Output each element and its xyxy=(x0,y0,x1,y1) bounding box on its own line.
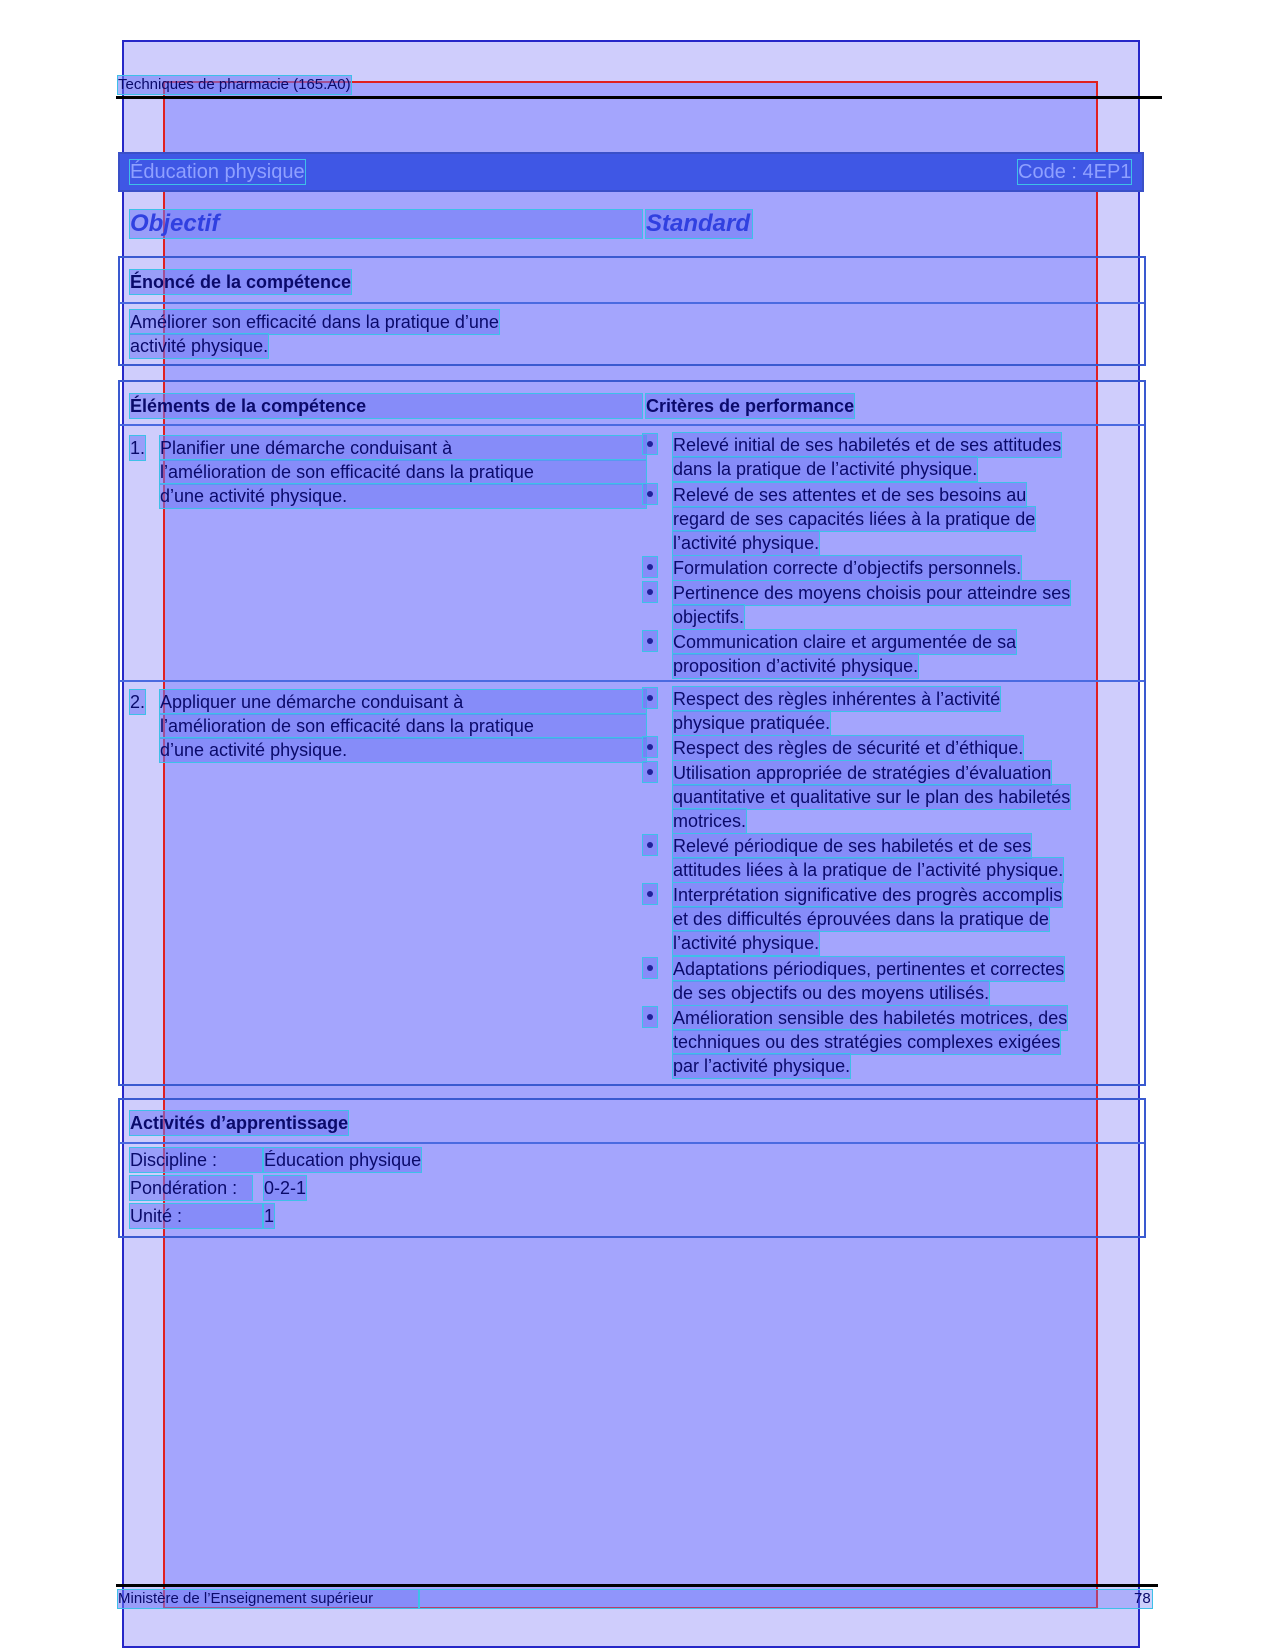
bullet-dot xyxy=(647,589,653,595)
bullet-dot xyxy=(647,1014,653,1020)
element-line: d’une activité physique. xyxy=(160,484,646,508)
criterion-line: quantitative et qualitative sur le plan des habiletés xyxy=(673,787,1071,807)
criterion-line: motrices. xyxy=(673,811,747,831)
page-header: Techniques de pharmacie (165.A0) xyxy=(118,76,351,93)
bullet-dot xyxy=(647,638,653,644)
bullet-icon xyxy=(643,484,657,504)
element-number: 2. xyxy=(130,692,146,712)
page-number: 78 xyxy=(1134,1590,1151,1607)
criteria-heading: Critères de performance xyxy=(646,396,855,416)
course-code: Code : 4EP1 xyxy=(1018,161,1132,183)
footer-rule xyxy=(116,1584,1158,1587)
bullet-dot xyxy=(647,695,653,701)
criterion-line: attitudes liées à la pratique de l’activité physique. xyxy=(673,860,1064,880)
element-line: l’amélioration de son efficacité dans la pratique xyxy=(160,714,646,738)
element-number: 1. xyxy=(130,438,146,458)
elements-header-divider xyxy=(120,424,1144,426)
criterion-line: objectifs. xyxy=(673,607,745,627)
footer-band xyxy=(420,1590,1152,1608)
criterion-line: Relevé de ses attentes et de ses besoins au xyxy=(673,485,1027,505)
criterion-line: l’activité physique. xyxy=(673,933,820,953)
discipline-value: Éducation physique xyxy=(264,1150,422,1170)
bullet-icon xyxy=(643,884,657,904)
criterion-line: Amélioration sensible des habiletés motrices, des xyxy=(673,1008,1068,1028)
unite-value: 1 xyxy=(264,1206,275,1226)
criterion-line: dans la pratique de l’activité physique. xyxy=(673,459,978,479)
criterion-line: Respect des règles inhérentes à l’activité xyxy=(673,689,1001,709)
element-line: Appliquer une démarche conduisant à xyxy=(160,690,646,714)
bullet-icon xyxy=(643,434,657,454)
header-rule xyxy=(116,96,1162,99)
criterion-line: Interprétation significative des progrès accomplis xyxy=(673,885,1063,905)
criterion-line: Adaptations périodiques, pertinentes et correctes xyxy=(673,959,1065,979)
criterion-line: Utilisation appropriée de stratégies d’évaluation xyxy=(673,763,1052,783)
bullet-icon xyxy=(643,762,657,782)
bullet-icon xyxy=(643,557,657,577)
elements-heading: Éléments de la compétence xyxy=(130,394,642,418)
bullet-dot xyxy=(647,842,653,848)
competence-heading: Énoncé de la compétence xyxy=(130,272,352,292)
criterion-line: Formulation correcte d’objectifs personnels. xyxy=(673,558,1022,578)
bullet-dot xyxy=(647,891,653,897)
competence-text-line: activité physique. xyxy=(130,336,269,356)
ponderation-label: Pondération : xyxy=(130,1176,252,1200)
bullet-icon xyxy=(643,688,657,708)
criterion-line: par l’activité physique. xyxy=(673,1056,851,1076)
criterion-line: techniques ou des stratégies complexes exigées xyxy=(673,1032,1061,1052)
bullet-dot xyxy=(647,744,653,750)
element-line: d’une activité physique. xyxy=(160,738,646,762)
section-title: Éducation physique xyxy=(130,161,305,183)
standard-heading: Standard xyxy=(646,210,751,237)
criterion-line: Relevé initial de ses habiletés et de ses attitudes xyxy=(673,435,1062,455)
objective-heading: Objectif xyxy=(130,210,642,238)
criterion-line: et des difficultés éprouvées dans la pratique de xyxy=(673,909,1049,929)
competence-text-line: Améliorer son efficacité dans la pratique d’une xyxy=(130,312,499,332)
criterion-line: proposition d’activité physique. xyxy=(673,656,919,676)
bullet-icon xyxy=(643,835,657,855)
criterion-line: Communication claire et argumentée de sa xyxy=(673,632,1017,652)
elements-row-divider xyxy=(120,680,1144,682)
discipline-label: Discipline : xyxy=(130,1148,262,1172)
element-line: l’amélioration de son efficacité dans la pratique xyxy=(160,460,646,484)
bullet-icon xyxy=(643,1007,657,1027)
criterion-line: physique pratiquée. xyxy=(673,713,831,733)
bullet-dot xyxy=(647,441,653,447)
bullet-icon xyxy=(643,737,657,757)
competence-divider xyxy=(120,302,1144,304)
bullet-icon xyxy=(643,582,657,602)
criterion-line: Pertinence des moyens choisis pour atteindre ses xyxy=(673,583,1071,603)
bullet-dot xyxy=(647,769,653,775)
footer-text: Ministère de l’Enseignement supérieur xyxy=(118,1590,418,1608)
bullet-dot xyxy=(647,965,653,971)
ponderation-value: 0-2-1 xyxy=(264,1178,307,1198)
learning-divider xyxy=(120,1142,1144,1144)
bullet-icon xyxy=(643,958,657,978)
criterion-line: de ses objectifs ou des moyens utilisés. xyxy=(673,983,990,1003)
criterion-line: Respect des règles de sécurité et d’éthique. xyxy=(673,738,1024,758)
criterion-line: l’activité physique. xyxy=(673,533,820,553)
bullet-dot xyxy=(647,564,653,570)
unite-label: Unité : xyxy=(130,1204,262,1228)
element-line: Planifier une démarche conduisant à xyxy=(160,436,646,460)
criterion-line: Relevé périodique de ses habiletés et de ses xyxy=(673,836,1032,856)
criterion-line: regard de ses capacités liées à la pratique de xyxy=(673,509,1036,529)
bullet-dot xyxy=(647,491,653,497)
bullet-icon xyxy=(643,631,657,651)
learning-heading: Activités d’apprentissage xyxy=(130,1113,349,1133)
